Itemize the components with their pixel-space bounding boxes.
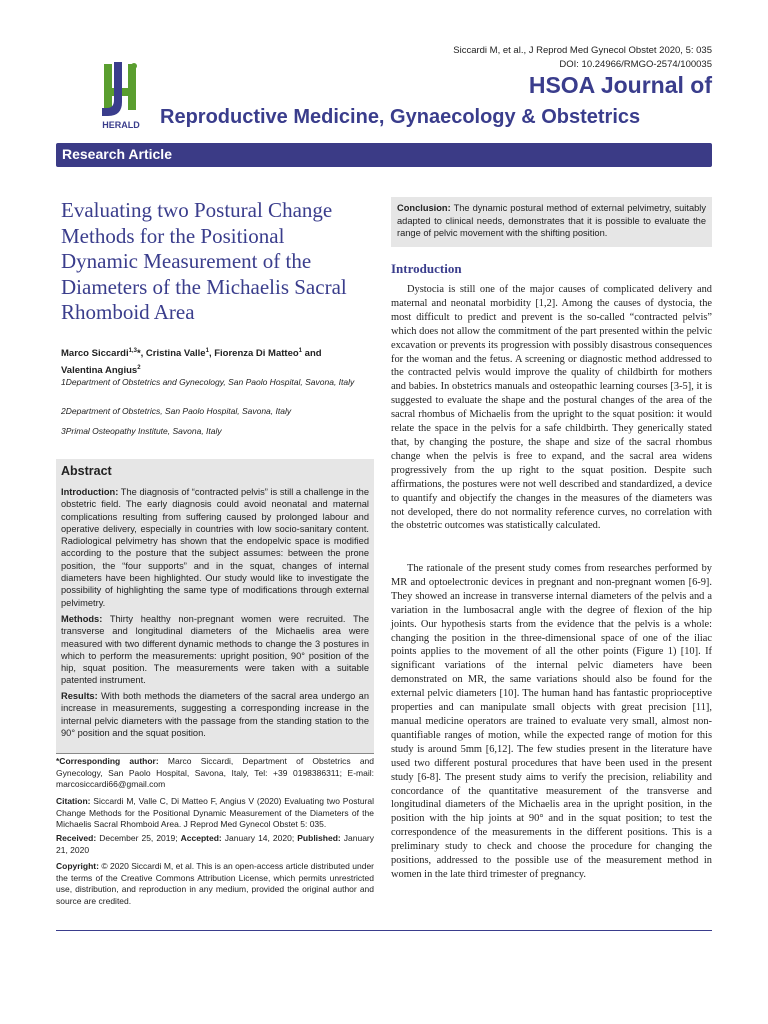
author-list: Marco Siccardi$^{1,3}$*, Cristina Valle$^1$, Fiorenza Di Matteo$^1$ and Valentina Angius$^2$	[61, 348, 322, 377]
footnote-divider	[56, 753, 374, 754]
bottom-rule	[56, 930, 712, 931]
dates-note	[56, 833, 374, 856]
abstract-box	[56, 459, 374, 753]
journal-title-line2: Reproductive Medicine, Gynaecology & Obstetrics	[160, 106, 641, 128]
affiliation-3: 3Primal Osteopathy Institute, Savona, Italy	[61, 426, 222, 436]
accepted-text: January 14, 2020;	[221, 833, 298, 843]
abstract-heading: Abstract	[61, 464, 112, 478]
abstract-methods-label: Methods:	[61, 614, 103, 624]
published-text: January 21, 2020	[56, 833, 375, 855]
accepted-label: Accepted:	[180, 833, 222, 843]
article-type-bar	[56, 143, 712, 167]
citation-label: Citation:	[56, 796, 91, 806]
abstract-methods-text: Thirty healthy non-pregnant women were recruited. The transverse and longitudinal diameters of the Michaelis area were measured with two different dynamic methods to change the 3 postures in which to perform the measurements: upright position, 90° position of the hip, squat position. The measurements were taken with a suitable patented instrument.	[61, 614, 369, 686]
abstract-results-label: Results:	[61, 691, 98, 701]
corresponding-author	[56, 756, 374, 791]
affiliation-2: 2Department of Obstetrics, San Paolo Hospital, Savona, Italy	[61, 406, 292, 416]
conclusion-text: The dynamic postural method of external pelvimetry, suitably adapted to clinical needs, demonstrates that it is possible to evaluate the range of pelvic movement with the shifting position.	[397, 203, 706, 238]
abstract-intro-label: Introduction:	[61, 487, 119, 497]
article-type-label: Research Article	[62, 146, 172, 162]
introduction-heading: Introduction	[391, 261, 462, 276]
published-label: Published:	[297, 833, 341, 843]
introduction-paragraph-2: The rationale of the present study comes from researches performed by MR and optoelectronic devices in pregnant and non-pregnant women [6-9]. They showed an increase in transverse internal diameters of the pelvis and a variation in the lumbosacral angle with the degree of flexion of the hip joints. Our hypothesis starts from the evidence that the pelvis is a whole: changing the position in the three-dimensional space of one of the iliac points applies to the movement of all the other points (Figure 1) [10]. If significant variations of the internal pelvic diameters have been demonstrated on MR, the same variations should also be found for the external pelvic diameters [10]. The human hand has fantastic proprioceptive properties and can manipulate small objects with great precision [11], manual medicine operators are trained to evaluate very small, almost non-quantifiable ranges of motion, while the expected range of motion for this study is around 5mm [6,12]. The few studies present in the literature have used two different postural procedures that have been used in the present study [6-8]. The present study aims to verify the precision, reliability and concordance of the quantitative measurement of the transverse and longitudinal diameters of the Michaelis area in the upright position, in the position with the hip joints at 90° and in the squat position; to test the correspondence of the measurements in the different positions. This is a preliminary study to check and choose the procedure for changing the positions, addressed to the possible use of the measurement method in women in the late third trimester of pregnancy.	[391, 563, 712, 880]
corresponding-text: Marco Siccardi, Department of Obstetrics and Gynecology, San Paolo Hospital, Savona, Italy, Tel: +39 0198386311; E-mail: marcosiccardi66@gmail.com	[56, 756, 375, 789]
conclusion-box	[391, 197, 712, 247]
conclusion-paragraph	[397, 202, 706, 240]
herald-logo	[90, 58, 152, 130]
header-citation	[453, 44, 712, 72]
received-text: December 25, 2019;	[96, 833, 181, 843]
logo-text: HERALD	[102, 120, 140, 130]
abstract-results	[61, 690, 369, 739]
abstract-introduction	[61, 486, 369, 609]
copyright-label: Copyright:	[56, 861, 99, 871]
header-citation-text: Siccardi M, et al., J Reprod Med Gynecol Obstet 2020, 5: 035	[453, 45, 712, 56]
abstract-results-text: With both methods the diameters of the sacral area undergo an increase in measurements, suggesting a corresponding increase in the internal pelvic diameters with the passage from the standing station to the 90° position and the squat position.	[61, 691, 369, 738]
received-label: Received:	[56, 833, 97, 843]
abstract-intro-text: The diagnosis of “contracted pelvis” is still a challenge in the obstetric field. The early diagnosis could avoid neonatal and maternal complications resulting from suffering caused by prolonged labour and operative delivery, especially in countries with low socio-sanitary content. Radiological pelvimetry has shown that the endopelvic space is modified according to the posture that the subject assumes: between the prone position, the “four supports” and in the squat, changes of internal diameters have been highlighted. Our study would like to investigate the possibility of highlighting the same type of modifications through external pelvimetry.	[61, 487, 369, 608]
abstract-methods	[61, 613, 369, 687]
introduction-paragraph-1: Dystocia is still one of the major causes of complicated delivery and maternal and neonatal morbidity [1,2]. Among the causes of dystocia, the most difficult to predict and prevent is the so-called “contracted pelvis” which does not allow the commitment of the part presented within the pelvic excavation or prevents its progression with possibly disastrous consequences for the woman and the fetus. A screening or diagnostic method addressed to the contracted pelvis would improve the quality of childbirth for mothers and babies. In obstetrics manuals and osteopathic learning courses [3-5], it is suggested to evaluate the shape and the postural changes of the area of the sacral rhombus of Michaelis from the upright to the squat position: it would relate the space in the pelvis for a safe childbirth. They generically stated that, by changing the posture, the shape and size of the sacral rhombus change when the pelvis is free to expand, and the sacral area widens progressively from the up right to the squat position. Despite such affirmations, the postures were not well described and standardized, a device to quantify and objectify the changes in the measures of the diameters was not developed, there do not normality reference curves, no correlation with the obstetric outcomes was statistically calculated.	[391, 284, 712, 532]
copyright-note	[56, 861, 374, 907]
journal-title-line1: HSOA Journal of	[528, 72, 712, 98]
conclusion-label: Conclusion:	[397, 203, 451, 213]
citation-note	[56, 796, 374, 831]
article-title: Evaluating two Postural Change Methods for the Positional Dynamic Measurement of the Diameters of the Michaelis Sacral Rhomboid Area	[61, 198, 347, 324]
copyright-text: © 2020 Siccardi M, et al. This is an open-access article distributed under the terms of the Creative Commons Attribution License, which permits unrestricted use, distribution, and reproduction in any medium, provided the original author and source are credited.	[56, 861, 374, 906]
corresponding-label: *Corresponding author:	[56, 756, 159, 766]
affiliation-1: 1Department of Obstetrics and Gynecology, San Paolo Hospital, Savona, Italy	[61, 377, 355, 387]
citation-text: Siccardi M, Valle C, Di Matteo F, Angius V (2020) Evaluating two Postural Change Methods for the Positional Dynamic Measurement of the Diameters of the Michaelis Sacral Rhomboid Area. J Reprod Med Gynecol Obstet 5: 035.	[56, 796, 374, 829]
header-doi: DOI: 10.24966/RMGO-2574/100035	[559, 59, 712, 70]
